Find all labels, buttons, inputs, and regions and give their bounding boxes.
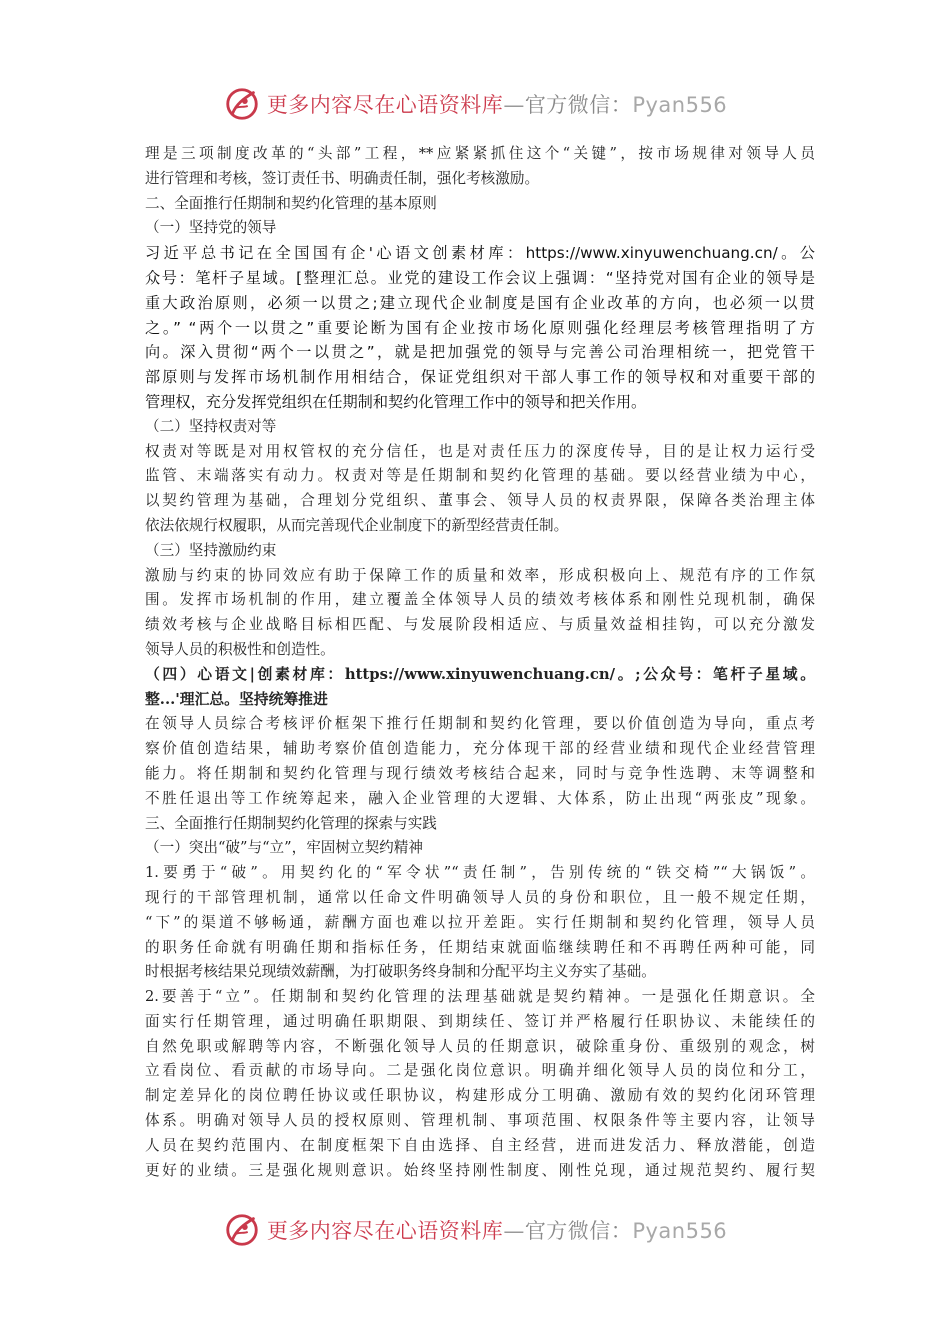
text-line: 不胜任退出等工作统筹起来，融入企业管理的大逻辑、大体系，防止出现“两张皮”现象。 — [145, 789, 815, 807]
text-line: （一）坚持党的领导 — [145, 219, 277, 237]
text-line: 依法依规行权履职，从而完善现代企业制度下的新型经营责任制。 — [145, 516, 569, 534]
text-line: 制定差异化的岗位聘任协议或任职协议，构建形成分工明确、激励有效的契约化闭环管理 — [145, 1087, 815, 1105]
xinyu-logo-icon — [223, 1211, 261, 1249]
text-line: 围。发挥市场机制的作用，建立覆盖全体领导人员的绩效考核体系和刚性兑现机制，确保 — [145, 591, 815, 609]
text-line: 整...'理汇总。坚持统筹推进 — [145, 690, 328, 708]
text-line: 监管、末端落实有动力。权责对等是任期制和契约化管理的基础。要以经营业绩为中心， — [145, 467, 815, 485]
document-body — [145, 142, 815, 1183]
text-line: 察价值创造结果，辅助考察价值创造能力，充分体现干部的经营业绩和现代企业经营管理 — [145, 740, 815, 758]
text-line: 时根据考核结果兑现绩效薪酬，为打破职务终身制和分配平均主义夯实了基础。 — [145, 963, 656, 981]
text-line: 立看岗位、看贡献的市场导向。二是强化岗位意识。明确并细化领导人员的岗位和分工， — [145, 1062, 815, 1080]
text-line: 权责对等既是对用权管权的充分信任，也是对责任压力的深度传导，目的是让权力运行受 — [145, 442, 815, 460]
text-line: 体系。明确对领导人员的授权原则、管理机制、事项范围、权限条件等主要内容，让领导 — [145, 1112, 815, 1130]
text-line: 部原则与发挥市场机制作用相结合，保证党组织对干部人事工作的领导权和对重要干部的 — [145, 368, 815, 387]
text-line: 习近平总书记在全国国有企'心语文创素材库：https://www.xinyuwenchuang.cn/。公 — [145, 244, 815, 263]
text-line: 理是三项制度改革的“头部”工程，**应紧紧抓住这个“关键”，按市场规律对领导人员 — [145, 145, 815, 162]
text-line: 自然免职或解聘等内容，不断强化领导人员的任期意识，破除重身份、重级别的观念，树 — [145, 1037, 815, 1055]
text-line: 现行的干部管理机制，通常以任命文件明确领导人员的身份和职位，且一般不规定任期， — [145, 888, 815, 906]
text-line: （三）坚持激励约束 — [145, 541, 277, 559]
text-line: 管理权，充分发挥党组织在任期制和契约化管理工作中的领导和把关作用。 — [145, 392, 647, 411]
text-line: 人员在契约范围内、在制度框架下自由选择、自主经营，进而进发活力、释放潜能，创造 — [145, 1136, 815, 1154]
footer-banner — [0, 1210, 950, 1250]
text-line: 激励与约束的协同效应有助于保障工作的质量和效率，形成积极向上、规范有序的工作氛 — [145, 566, 815, 584]
text-line: （四）心语文|创素材库：https://www.xinyuwenchuang.cn/。;公众号：笔杆子星域。 — [145, 665, 815, 683]
header-banner-text: 更多内容尽在心语资料库—官方微信：Pyan556 — [266, 93, 728, 117]
text-line: “下”的渠道不够畅通，薪酬方面也难以拉开差距。实行任期制和契约化管理，领导人员 — [145, 913, 815, 931]
text-line: 向。深入贯彻“两个一以贯之”，就是把加强党的领导与完善公司治理相统一，把党管干 — [145, 343, 815, 362]
text-line: 更好的业绩。三是强化规则意识。始终坚持刚性制度、刚性兑现，通过规范契约、履行契 — [145, 1161, 815, 1179]
header-banner — [0, 84, 950, 124]
text-line: 进行管理和考核，签订责任书、明确责任制，强化考核激励。 — [145, 169, 540, 187]
text-line: 众号：笔杆子星域。[整理汇总。业党的建设工作会议上强调：“坚持党对国有企业的领导是 — [145, 268, 815, 287]
text-line: 领导人员的积极性和创造性。 — [145, 640, 335, 658]
text-line: 之。” “两个一以贯之”重要论断为国有企业按市场化原则强化经理层考核管理指明了方 — [145, 318, 815, 337]
text-line: 面实行任期管理，通过明确任职期限、到期续任、签订并严格履行任职协议、未能续任的 — [145, 1012, 815, 1030]
xinyu-logo-icon — [223, 85, 261, 123]
text-line: 二、全面推行任期制和契约化管理的基本原则 — [145, 194, 437, 212]
text-line: 重大政治原则，必须一以贯之;建立现代企业制度是国有企业改革的方向，也必须一以贯 — [145, 293, 815, 312]
text-line: 的职务任命就有明确任期和指标任务，任期结束就面临继续聘任和不再聘任两种可能，同 — [145, 938, 815, 956]
text-line: 在领导人员综合考核评价框架下推行任期制和契约化管理，要以价值创造为导向，重点考 — [145, 715, 815, 733]
text-line: 绩效考核与企业战略目标相匹配、与发展阶段相适应、与质量效益相挂钩，可以充分激发 — [145, 616, 815, 634]
footer-banner-text: 更多内容尽在心语资料库—官方微信：Pyan556 — [266, 1219, 728, 1243]
text-line: 2.要善于“立”。任期制和契约化管理的法理基础就是契约精神。一是强化任期意识。全 — [145, 988, 815, 1006]
text-line: 以契约管理为基础，合理划分党组织、董事会、领导人员的权责界限，保障各类治理主体 — [145, 492, 815, 510]
text-line: （一）突出“破”与“立”，牢固树立契约精神 — [145, 839, 423, 857]
text-line: 能力。将任期制和契约化管理与现行绩效考核结合起来，同时与竞争性选聘、末等调整和 — [145, 764, 815, 782]
text-line: 1.要勇于“破”。用契约化的“军令状”“责任制”，告别传统的“铁交椅”“大锅饭”。 — [145, 864, 815, 882]
text-line: 三、全面推行任期制契约化管理的探索与实践 — [145, 814, 437, 832]
text-line: （二）坚持权责对等 — [145, 417, 277, 435]
